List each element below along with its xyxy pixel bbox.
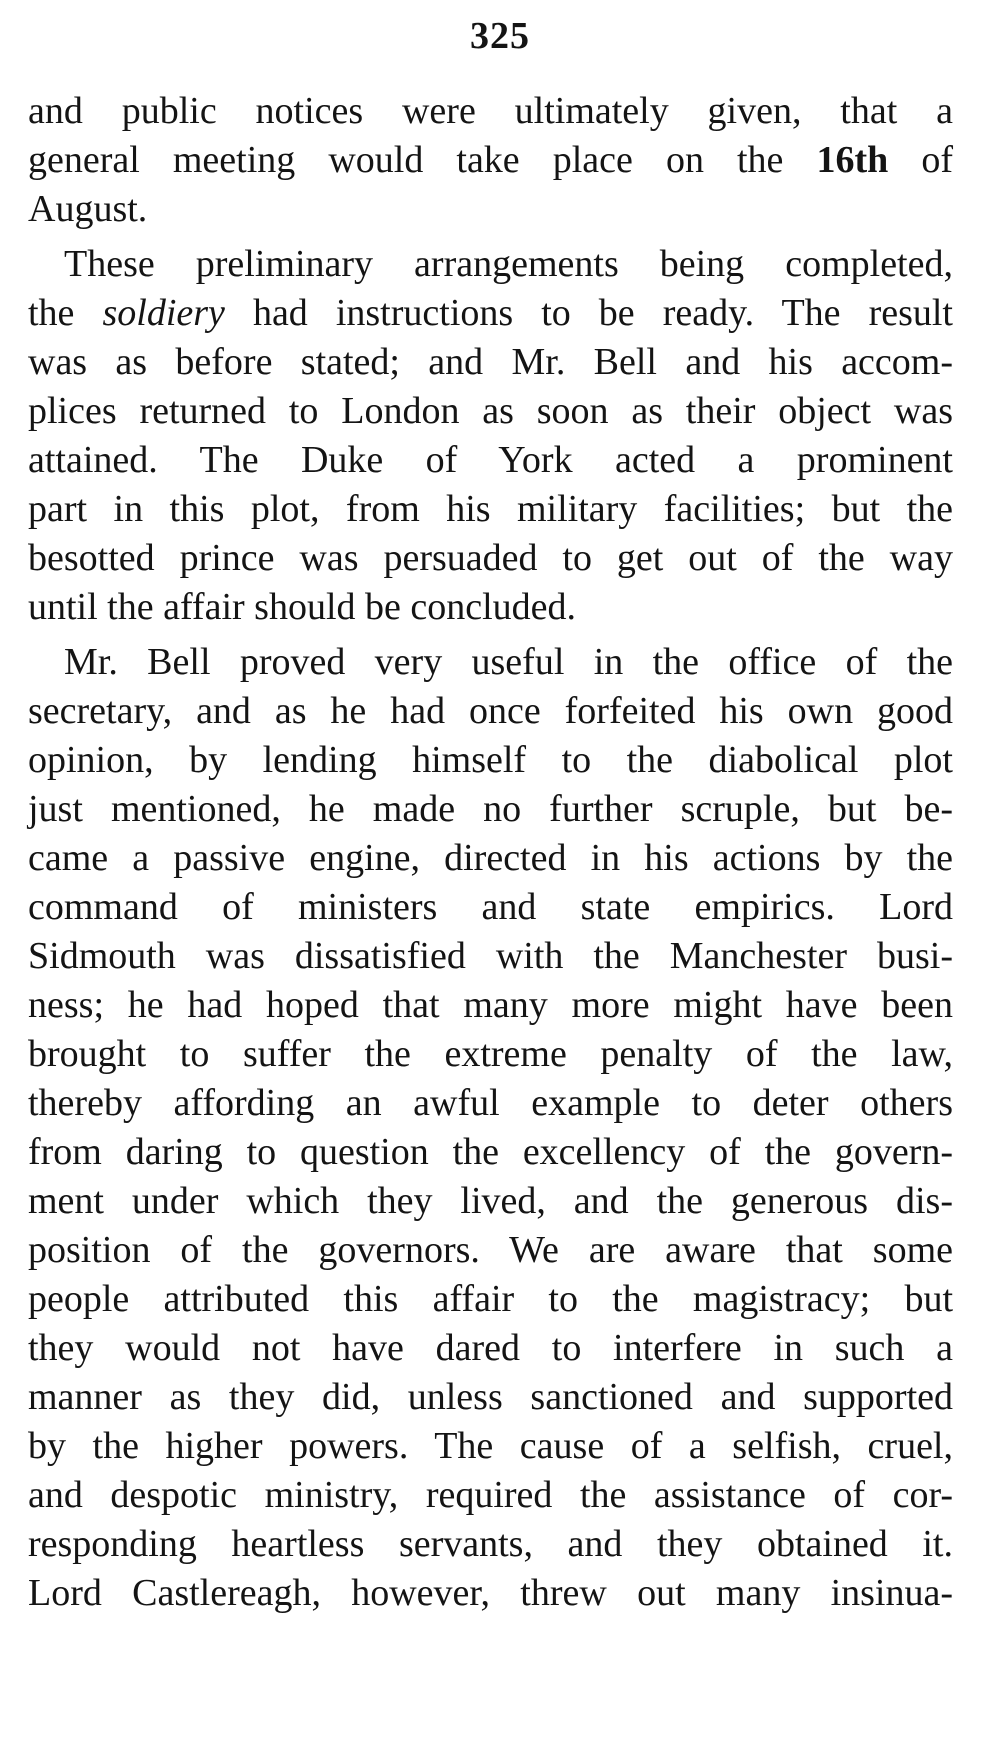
text-line: responding heartless servants, and they obtained it. xyxy=(28,1523,953,1565)
text-line: until the affair should be concluded. xyxy=(28,586,577,628)
text-line: August. xyxy=(28,188,148,230)
paragraph-1 xyxy=(28,87,953,234)
text-line: Lord Castlereagh, however, threw out many insinua- xyxy=(28,1572,953,1614)
text-line: secretary, and as he had once forfeited his own good xyxy=(28,690,953,732)
text-line: just mentioned, he made no further scruple, but be- xyxy=(28,788,953,830)
text-line: position of the governors. We are aware that some xyxy=(28,1229,953,1271)
text-line: opinion, by lending himself to the diabolical plot xyxy=(28,739,953,781)
text-line: ness; he had hoped that many more might have been xyxy=(28,984,953,1026)
paragraph-2 xyxy=(28,240,953,632)
text-line: Sidmouth was dissatisfied with the Manchester busi- xyxy=(28,935,953,977)
paragraph-3 xyxy=(28,638,953,1618)
page-number: 325 xyxy=(470,15,530,57)
bold-date: 16th xyxy=(816,139,889,181)
text-line: and public notices were ultimately given, that a xyxy=(28,90,953,132)
text-line: ment under which they lived, and the generous dis- xyxy=(28,1180,953,1222)
text-line: Mr. Bell proved very useful in the office of the xyxy=(64,641,953,683)
text-line: manner as they did, unless sanctioned and supported xyxy=(28,1376,953,1418)
text-line: attained. The Duke of York acted a prominent xyxy=(28,439,953,481)
text-line: they would not have dared to interfere in such a xyxy=(28,1327,953,1369)
text-line: thereby affording an awful example to deter others xyxy=(28,1082,953,1124)
text-line: from daring to question the excellency of the govern- xyxy=(28,1131,953,1173)
text-line: the soldiery had instructions to be ready. The result xyxy=(28,292,953,334)
body-text xyxy=(28,87,953,1618)
text-line: general meeting would take place on the 16th of xyxy=(28,139,953,181)
text-line: plices returned to London as soon as their object was xyxy=(28,390,953,432)
text-line: besotted prince was persuaded to get out of the way xyxy=(28,537,953,579)
italic-word: soldiery xyxy=(102,292,225,334)
text-line: was as before stated; and Mr. Bell and his accom- xyxy=(28,341,953,383)
text-line: by the higher powers. The cause of a selfish, cruel, xyxy=(28,1425,953,1467)
text-line: brought to suffer the extreme penalty of the law, xyxy=(28,1033,953,1075)
text-line: came a passive engine, directed in his actions by the xyxy=(28,837,953,879)
text-line: part in this plot, from his military facilities; but the xyxy=(28,488,953,530)
text-line: people attributed this affair to the magistracy; but xyxy=(28,1278,953,1320)
text-line: command of ministers and state empirics. Lord xyxy=(28,886,953,928)
text-line: These preliminary arrangements being completed, xyxy=(64,243,953,285)
text-line: and despotic ministry, required the assistance of cor- xyxy=(28,1474,953,1516)
